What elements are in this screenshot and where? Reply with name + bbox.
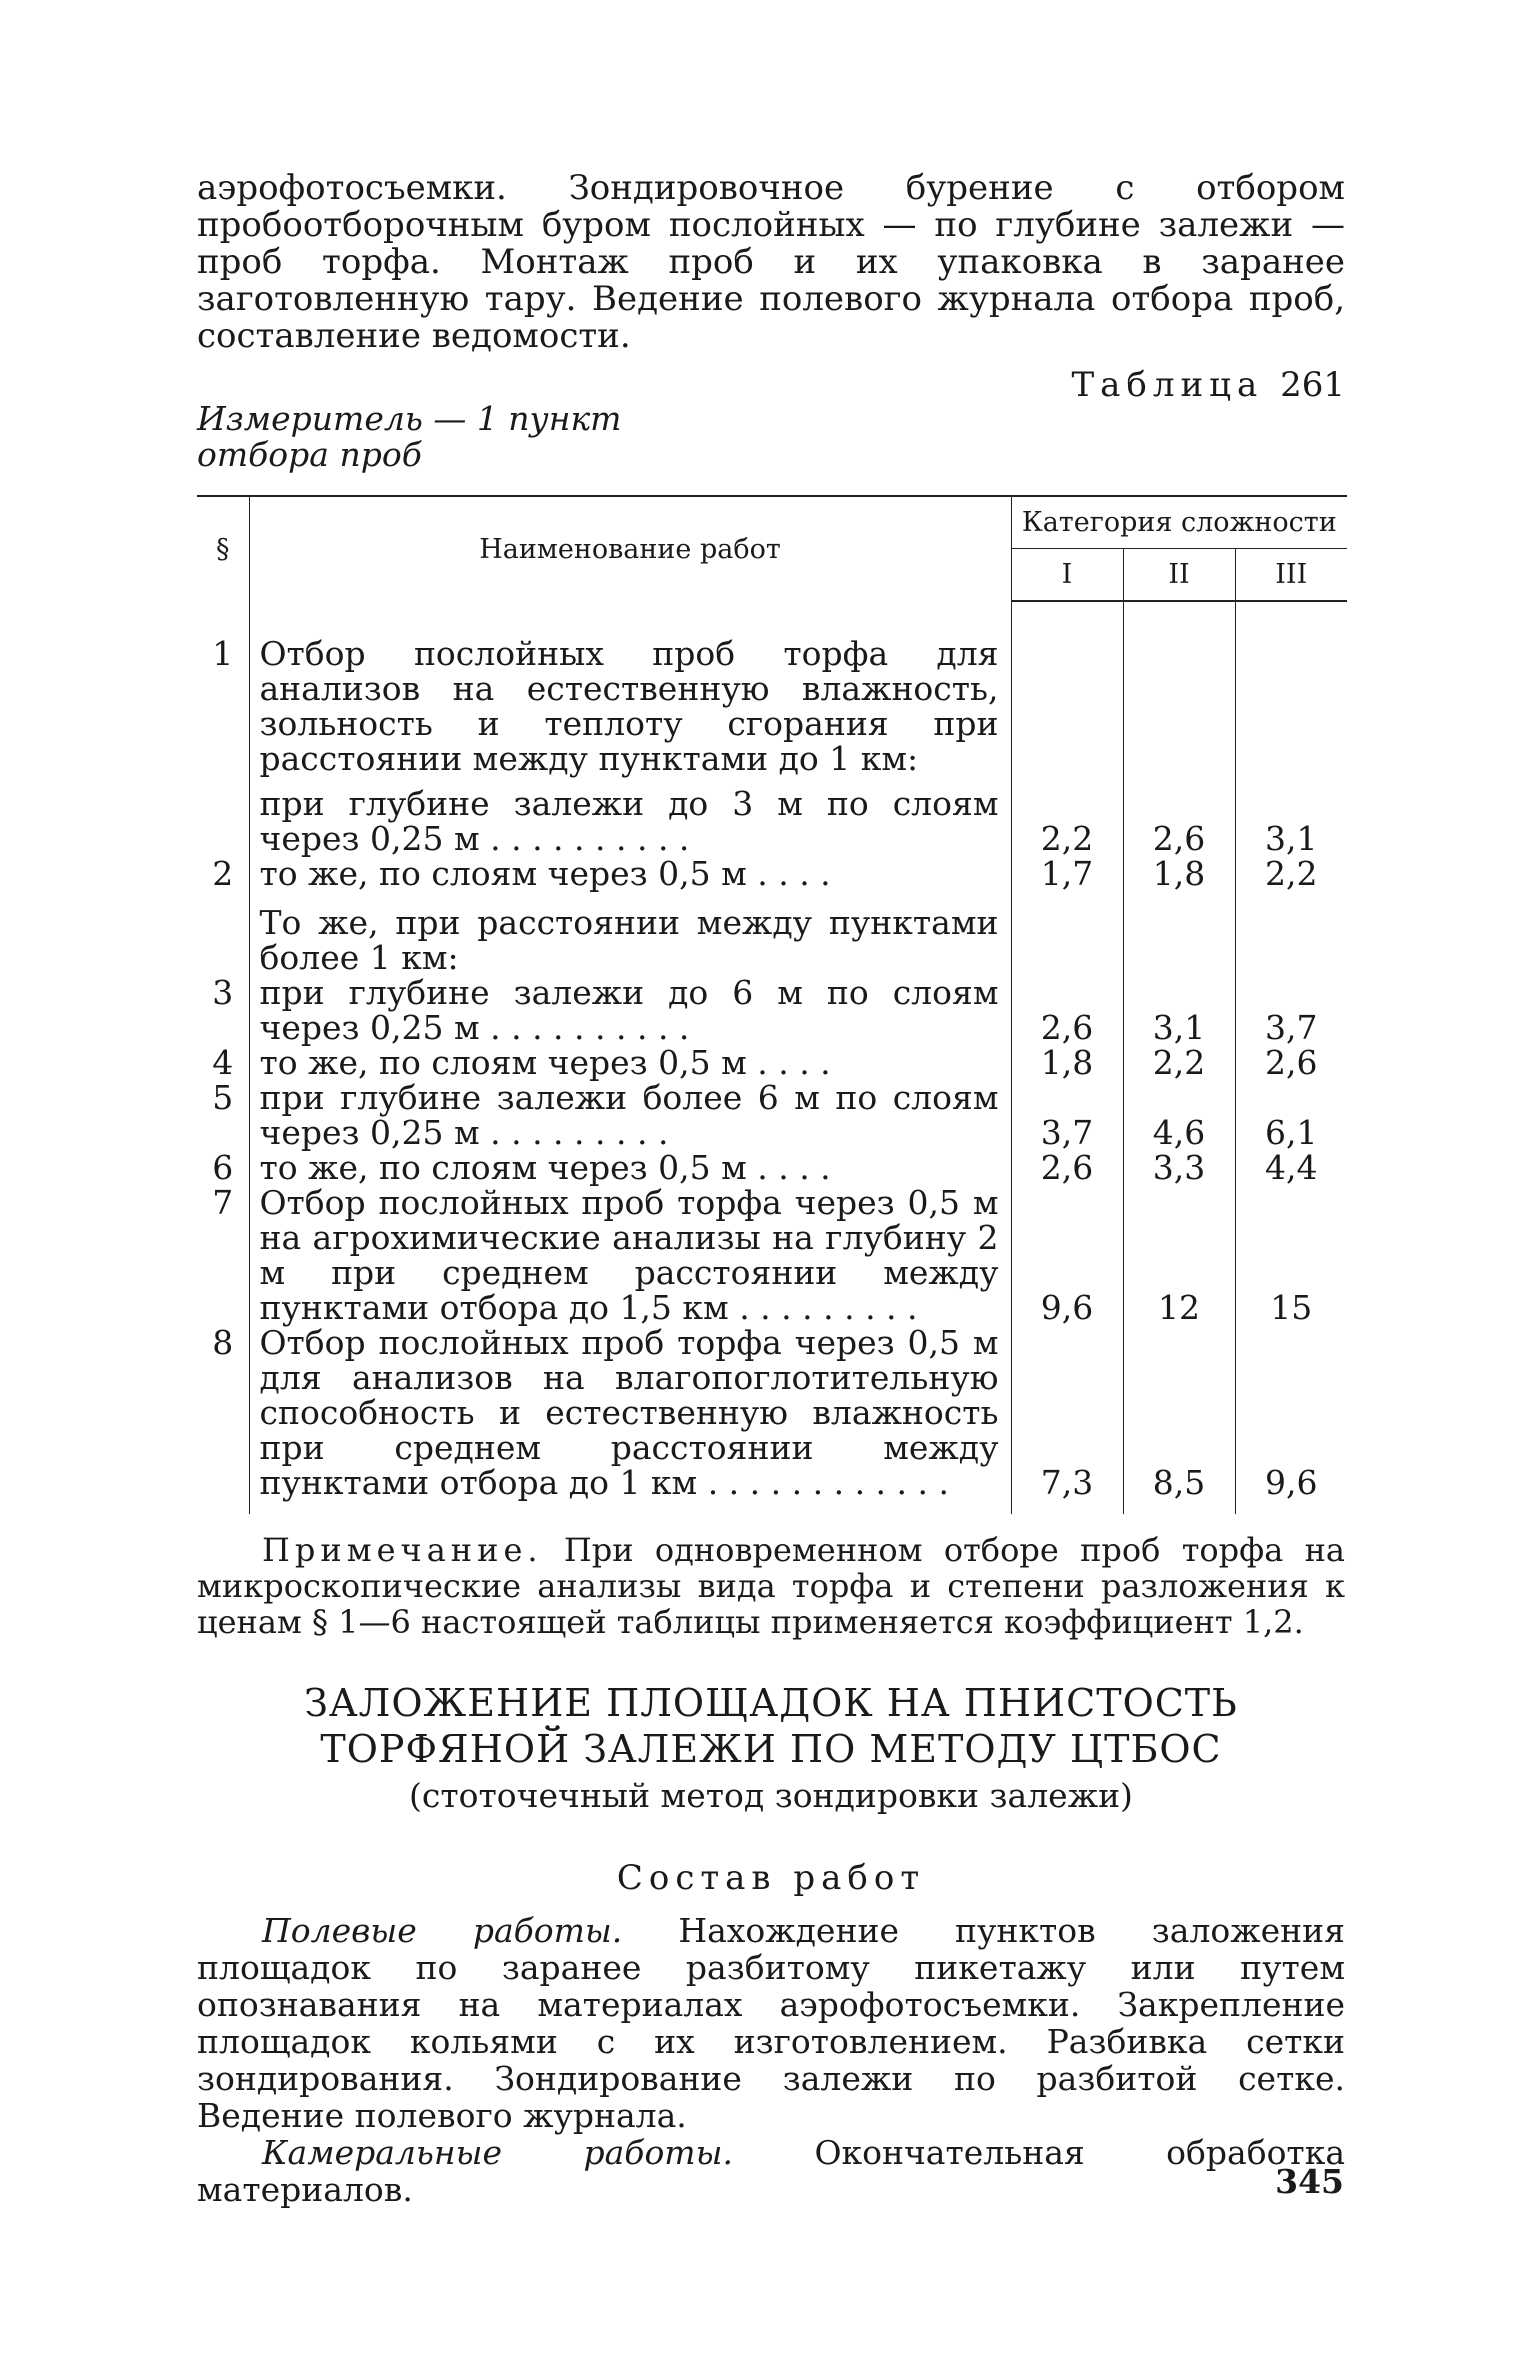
heading-line-1: ЗАЛОЖЕНИЕ ПЛОЩАДОК НА ПНИСТОСТЬ bbox=[304, 1681, 1238, 1725]
row-value-cat-3: 4,4 bbox=[1235, 1150, 1347, 1185]
table-caption bbox=[1071, 365, 1345, 405]
row-name-text: то же, по слоям через 0,5 м . . . . bbox=[259, 1148, 831, 1187]
heading-line-2: ТОРФЯНОЙ ЗАЛЕЖИ ПО МЕТОДУ ЦТБОС bbox=[320, 1727, 1222, 1771]
page-number: 345 bbox=[1275, 2162, 1344, 2201]
header-section: § bbox=[197, 496, 249, 601]
row-name bbox=[249, 1045, 1011, 1080]
header-cat-1: I bbox=[1011, 549, 1123, 602]
row-value-cat-3: 2,6 bbox=[1235, 1045, 1347, 1080]
table-note bbox=[197, 1532, 1345, 1640]
row-name-text: Отбор послойных проб торфа для анализов на естественную влажность, зольность и теплоту сгорания при расстоянии между пунктами до 1 км: bbox=[259, 634, 999, 778]
row-value-cat-1: 1,8 bbox=[1011, 1045, 1123, 1080]
note-text: При одновременном отборе проб торфа на микроскопические анализы вида торфа и степени разложения к ценам § 1—6 настоящей таблицы применяется коэффициент 1,2. bbox=[197, 1531, 1346, 1641]
row-value-cat-1 bbox=[1011, 891, 1123, 975]
row-value-cat-2: 4,6 bbox=[1123, 1080, 1235, 1150]
field-work-paragraph bbox=[197, 1912, 1345, 2134]
row-name bbox=[249, 975, 1011, 1045]
row-value-cat-3 bbox=[1235, 636, 1347, 776]
table-row bbox=[197, 1045, 1347, 1080]
page bbox=[197, 170, 1345, 2208]
intro-paragraph: аэрофотосъемки. Зондировочное бурение с отбором пробоотборочным буром послойных — по глубине залежи — проб торфа. Монтаж проб и их упаковка в заранее заготовленную тару. Ведение полевого журнала отбора проб, составление ведомости. bbox=[197, 168, 1345, 356]
rates-table bbox=[197, 495, 1347, 1514]
row-name bbox=[249, 776, 1011, 856]
row-value-cat-2: 3,3 bbox=[1123, 1150, 1235, 1185]
table-row bbox=[197, 891, 1347, 975]
row-section: 4 bbox=[212, 1043, 234, 1082]
row-value-cat-1: 2,6 bbox=[1011, 1150, 1123, 1185]
row-value-cat-3: 6,1 bbox=[1235, 1080, 1347, 1150]
field-work-text: Нахождение пунктов заложения площадок по заранее разбитому пикетажу или путем опознавания на материалах аэрофотосъемки. Закрепление площадок кольями с их изготовлением. Разбивка сетки зондирования. Зондирование залежи по разбитой сетке. Ведение полевого журнала. bbox=[197, 1911, 1345, 2135]
table-caption-label: Таблица bbox=[1071, 365, 1264, 405]
row-name-text: то же, по слоям через 0,5 м . . . . bbox=[259, 854, 831, 893]
header-category: Категория сложности bbox=[1011, 496, 1347, 549]
row-value-cat-1: 2,6 bbox=[1011, 975, 1123, 1045]
row-value-cat-2: 2,2 bbox=[1123, 1045, 1235, 1080]
office-work-label: Камеральные работы. bbox=[262, 2133, 733, 2172]
table-header bbox=[197, 496, 1347, 601]
office-work-text: Окончательная обработка материалов. bbox=[197, 2133, 1345, 2209]
row-name bbox=[249, 1150, 1011, 1185]
row-value-cat-1: 2,2 bbox=[1011, 776, 1123, 856]
row-value-cat-2: 3,1 bbox=[1123, 975, 1235, 1045]
header-name: Наименование работ bbox=[249, 496, 1011, 601]
row-value-cat-3 bbox=[1235, 891, 1347, 975]
meter-row bbox=[197, 365, 1345, 475]
office-work-paragraph bbox=[197, 2134, 1345, 2208]
row-value-cat-2: 12 bbox=[1123, 1185, 1235, 1325]
row-name-text: при глубине залежи до 3 м по слоям через 0,25 м . . . . . . . . . . bbox=[259, 784, 999, 858]
work-composition-title: Состав работ bbox=[616, 1858, 926, 1898]
row-section bbox=[197, 776, 249, 856]
row-value-cat-3: 9,6 bbox=[1235, 1325, 1347, 1514]
note-label: Примечание. bbox=[262, 1531, 543, 1569]
table-caption-number: 261 bbox=[1280, 365, 1345, 405]
row-name-text: при глубине залежи более 6 м по слоям через 0,25 м . . . . . . . . . bbox=[259, 1078, 999, 1152]
header-cat-3: III bbox=[1235, 549, 1347, 602]
table-row bbox=[197, 776, 1347, 856]
row-value-cat-3: 3,1 bbox=[1235, 776, 1347, 856]
header-cat-2: II bbox=[1123, 549, 1235, 602]
row-value-cat-1: 3,7 bbox=[1011, 1080, 1123, 1150]
row-value-cat-1 bbox=[1011, 636, 1123, 776]
row-value-cat-2: 1,8 bbox=[1123, 856, 1235, 891]
row-section: 7 bbox=[212, 1183, 234, 1222]
row-value-cat-1: 9,6 bbox=[1011, 1185, 1123, 1325]
table-row bbox=[197, 636, 1347, 776]
row-name-text: Отбор послойных проб торфа через 0,5 м для анализов на влагопоглотительную способность и естественную влажность при среднем расстоянии между пунктами отбора до 1 км . . . . . . . . . . . . bbox=[259, 1323, 999, 1502]
row-name bbox=[249, 856, 1011, 891]
table-row bbox=[197, 856, 1347, 891]
field-work-label: Полевые работы. bbox=[262, 1911, 623, 1950]
row-name-text: То же, при расстоянии между пунктами более 1 км: bbox=[259, 903, 999, 977]
table-row bbox=[197, 975, 1347, 1045]
row-value-cat-2 bbox=[1123, 891, 1235, 975]
row-section: 3 bbox=[212, 973, 234, 1012]
row-section: 1 bbox=[212, 634, 234, 673]
row-name-text: то же, по слоям через 0,5 м . . . . bbox=[259, 1043, 831, 1082]
section-subheading: (стоточечный метод зондировки залежи) bbox=[409, 1776, 1133, 1815]
row-name bbox=[249, 1185, 1011, 1325]
row-name-text: Отбор послойных проб торфа через 0,5 м на агрохимические анализы на глубину 2 м при среднем расстоянии между пунктами отбора до 1,5 км . . . . . . . . . bbox=[259, 1183, 999, 1327]
table-row bbox=[197, 1325, 1347, 1514]
row-value-cat-2: 8,5 bbox=[1123, 1325, 1235, 1514]
table-body bbox=[197, 601, 1347, 1514]
table-row bbox=[197, 1080, 1347, 1150]
row-section: 2 bbox=[212, 854, 234, 893]
row-value-cat-2: 2,6 bbox=[1123, 776, 1235, 856]
row-value-cat-2 bbox=[1123, 636, 1235, 776]
measurement-unit: Измеритель — 1 пункт отбора проб bbox=[197, 399, 622, 474]
table-row bbox=[197, 1150, 1347, 1185]
row-value-cat-1: 7,3 bbox=[1011, 1325, 1123, 1514]
row-name-text: при глубине залежи до 6 м по слоям через 0,25 м . . . . . . . . . . bbox=[259, 973, 999, 1047]
row-section: 5 bbox=[212, 1078, 234, 1117]
row-value-cat-3: 2,2 bbox=[1235, 856, 1347, 891]
row-section: 6 bbox=[212, 1148, 234, 1187]
row-name bbox=[249, 1325, 1011, 1514]
row-section bbox=[197, 891, 249, 975]
row-name bbox=[249, 1080, 1011, 1150]
row-name bbox=[249, 636, 1011, 776]
row-value-cat-3: 3,7 bbox=[1235, 975, 1347, 1045]
row-value-cat-3: 15 bbox=[1235, 1185, 1347, 1325]
section-heading bbox=[197, 1680, 1345, 1772]
table-row bbox=[197, 1185, 1347, 1325]
row-name bbox=[249, 891, 1011, 975]
row-section: 8 bbox=[212, 1323, 234, 1362]
row-value-cat-1: 1,7 bbox=[1011, 856, 1123, 891]
